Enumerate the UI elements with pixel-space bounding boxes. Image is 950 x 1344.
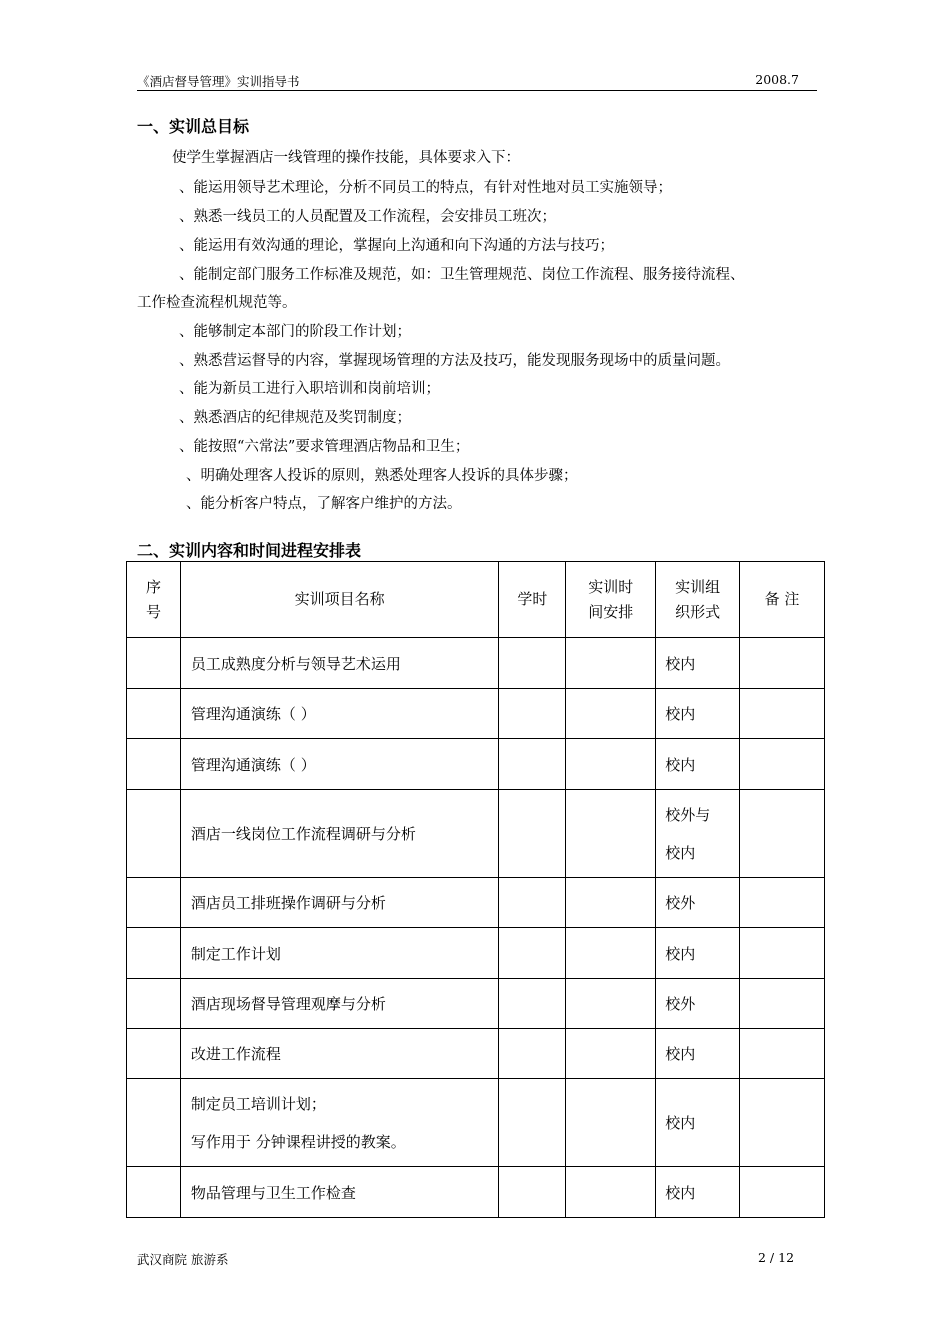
header-name: 实训项目名称 [180, 562, 499, 638]
table-row [127, 638, 825, 689]
cell-time [566, 790, 656, 878]
cell-hours [499, 1029, 566, 1079]
section2-title: 二、实训内容和时间进程安排表 [137, 541, 362, 560]
cell-time [566, 1029, 656, 1079]
cell-seq [127, 1167, 181, 1218]
cell-hours [499, 979, 566, 1029]
table-row [127, 1029, 825, 1079]
cell-seq [127, 1029, 181, 1079]
goal-item: 、能分析客户特点，了解客户维护的方法。 [186, 496, 462, 512]
cell-note [740, 878, 825, 928]
cell-hours [499, 1079, 566, 1167]
table-row [127, 928, 825, 979]
cell-form: 校内 [656, 1167, 740, 1218]
cell-note [740, 928, 825, 979]
section1-title: 一、实训总目标 [137, 117, 250, 136]
cell-time [566, 979, 656, 1029]
header-time: 实训时 间安排 [566, 562, 656, 638]
goal-item: 、能运用领导艺术理论，分析不同员工的特点，有针对性地对员工实施领导； [179, 180, 672, 196]
cell-form: 校外 [656, 979, 740, 1029]
cell-hours [499, 790, 566, 878]
cell-form: 校内 [656, 928, 740, 979]
goal-item: 、熟悉一线员工的人员配置及工作流程，会安排员工班次； [179, 209, 556, 225]
page-header [137, 70, 817, 91]
cell-note [740, 1167, 825, 1218]
cell-hours [499, 1167, 566, 1218]
cell-hours [499, 928, 566, 979]
table-row [127, 878, 825, 928]
cell-name: 制定工作计划 [180, 928, 499, 979]
table-header-row [127, 562, 825, 638]
table-row [127, 689, 825, 739]
cell-name: 物品管理与卫生工作检查 [180, 1167, 499, 1218]
section1-intro: 使学生掌握酒店一线管理的操作技能，具体要求入下： [172, 150, 520, 166]
cell-seq [127, 790, 181, 878]
cell-name: 管理沟通演练（ ） [180, 739, 499, 790]
cell-note [740, 638, 825, 689]
table-row [127, 979, 825, 1029]
cell-hours [499, 878, 566, 928]
cell-time [566, 739, 656, 790]
cell-form: 校内 [656, 638, 740, 689]
header-form: 实训组 织形式 [656, 562, 740, 638]
goal-item: 、能运用有效沟通的理论，掌握向上沟通和向下沟通的方法与技巧； [179, 238, 614, 254]
cell-seq [127, 689, 181, 739]
cell-form: 校内 [656, 1029, 740, 1079]
cell-hours [499, 739, 566, 790]
goal-item: 、能按照“六常法”要求管理酒店物品和卫生； [179, 439, 470, 455]
cell-name: 酒店一线岗位工作流程调研与分析 [180, 790, 499, 878]
header-hours: 学时 [499, 562, 566, 638]
header-note: 备 注 [740, 562, 825, 638]
cell-seq [127, 739, 181, 790]
cell-name: 改进工作流程 [180, 1029, 499, 1079]
cell-time [566, 928, 656, 979]
cell-name: 酒店员工排班操作调研与分析 [180, 878, 499, 928]
cell-name: 员工成熟度分析与领导艺术运用 [180, 638, 499, 689]
cell-seq [127, 638, 181, 689]
goal-item: 、能制定部门服务工作标准及规范，如：卫生管理规范、岗位工作流程、服务接待流程、 [179, 267, 745, 283]
header-seq: 序 号 [127, 562, 181, 638]
cell-name: 酒店现场督导管理观摩与分析 [180, 979, 499, 1029]
schedule-table [126, 561, 825, 1218]
cell-hours [499, 689, 566, 739]
table-row [127, 1167, 825, 1218]
cell-note [740, 790, 825, 878]
cell-seq [127, 878, 181, 928]
page-number: 2 / 12 [758, 1250, 795, 1265]
cell-note [740, 1079, 825, 1167]
goal-item: 、熟悉营运督导的内容，掌握现场管理的方法及技巧，能发现服务现场中的质量问题。 [179, 353, 730, 369]
cell-name: 管理沟通演练（ ） [180, 689, 499, 739]
header-date: 2008.7 [755, 72, 799, 87]
cell-note [740, 689, 825, 739]
cell-form: 校内 [656, 689, 740, 739]
goal-item: 、明确处理客人投诉的原则，熟悉处理客人投诉的具体步骤； [186, 468, 578, 484]
header-title: 《酒店督导管理》实训指导书 [137, 74, 300, 89]
cell-hours [499, 638, 566, 689]
table-row [127, 1079, 825, 1167]
cell-time [566, 638, 656, 689]
cell-seq [127, 979, 181, 1029]
cell-name: 制定员工培训计划； 写作用于 分钟课程讲授的教案。 [180, 1079, 499, 1167]
cell-time [566, 689, 656, 739]
cell-time [566, 1167, 656, 1218]
cell-form: 校外与 校内 [656, 790, 740, 878]
cell-form: 校内 [656, 1079, 740, 1167]
goal-item-continued: 工作检查流程机规范等。 [137, 295, 297, 311]
cell-form: 校外 [656, 878, 740, 928]
cell-note [740, 739, 825, 790]
cell-time [566, 878, 656, 928]
cell-seq [127, 928, 181, 979]
cell-note [740, 1029, 825, 1079]
cell-note [740, 979, 825, 1029]
footer-school: 武汉商院 旅游系 [137, 1252, 229, 1267]
goal-item: 、能够制定本部门的阶段工作计划； [179, 324, 411, 340]
cell-time [566, 1079, 656, 1167]
goal-item: 、熟悉酒店的纪律规范及奖罚制度； [179, 410, 411, 426]
cell-seq [127, 1079, 181, 1167]
goal-item: 、能为新员工进行入职培训和岗前培训； [179, 381, 440, 397]
cell-form: 校内 [656, 739, 740, 790]
table-row [127, 790, 825, 878]
table-row [127, 739, 825, 790]
